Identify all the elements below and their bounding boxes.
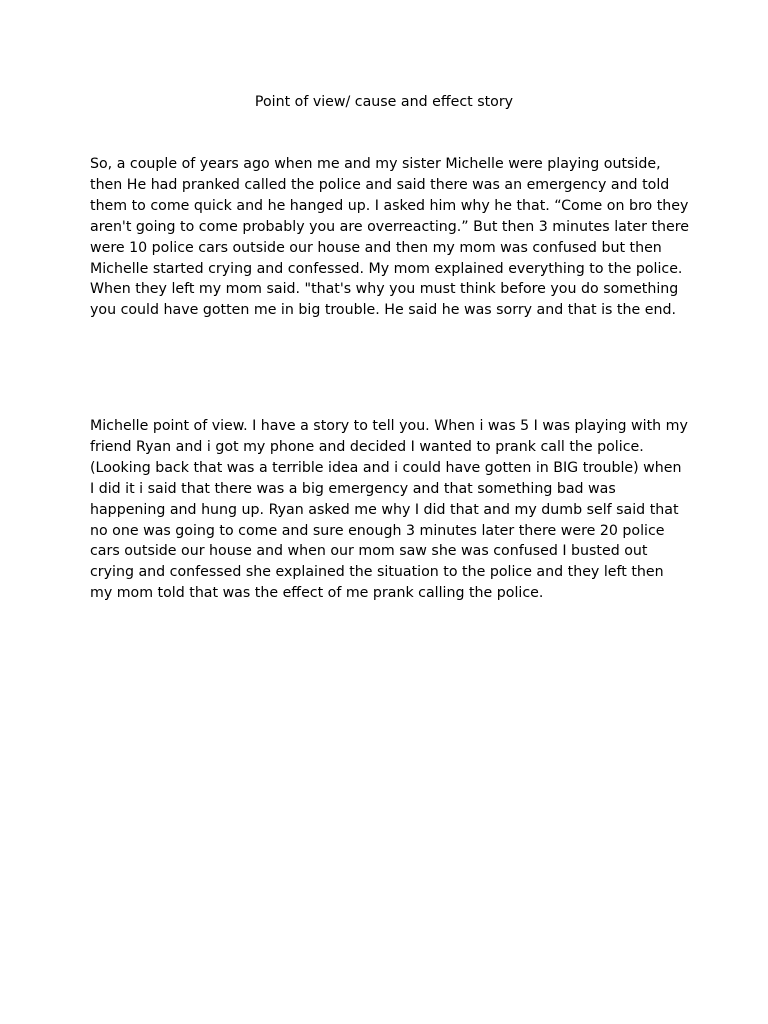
story-paragraph-2: Michelle point of view. I have a story to tell you. When i was 5 I was playing with my friend Ryan and i got my phone and decided I wanted to prank call the police. (Looking back that was a terrible idea and i could have gotten in BIG trouble) when I did it i said that there was a big emergency and that something bad was happening and hung up. Ryan asked me why I did that and my dumb self said that no one was going to come and sure enough 3 minutes later there were 20 police cars outside our house and when our mom saw she was confused I busted out crying and confessed she explained the situation to the police and they left then my mom told that was the effect of me prank calling the police.	[90, 418, 688, 602]
story-paragraph-1: So, a couple of years ago when me and my sister Michelle were playing outside, then He had pranked called the police and said there was an emergency and told them to come quick and he hanged up. I asked him why he that. “Come on bro they aren't going to come probably you are overreacting.” But then 3 minutes later there were 10 police cars outside our house and then my mom was confused but then Michelle started crying and confessed. My mom explained everything to the police. When they left my mom said. "that's why you must think before you do something you could have gotten me in big trouble. He said he was sorry and that is the end.	[90, 156, 689, 319]
document-title: Point of view/ cause and effect story	[254, 94, 514, 110]
